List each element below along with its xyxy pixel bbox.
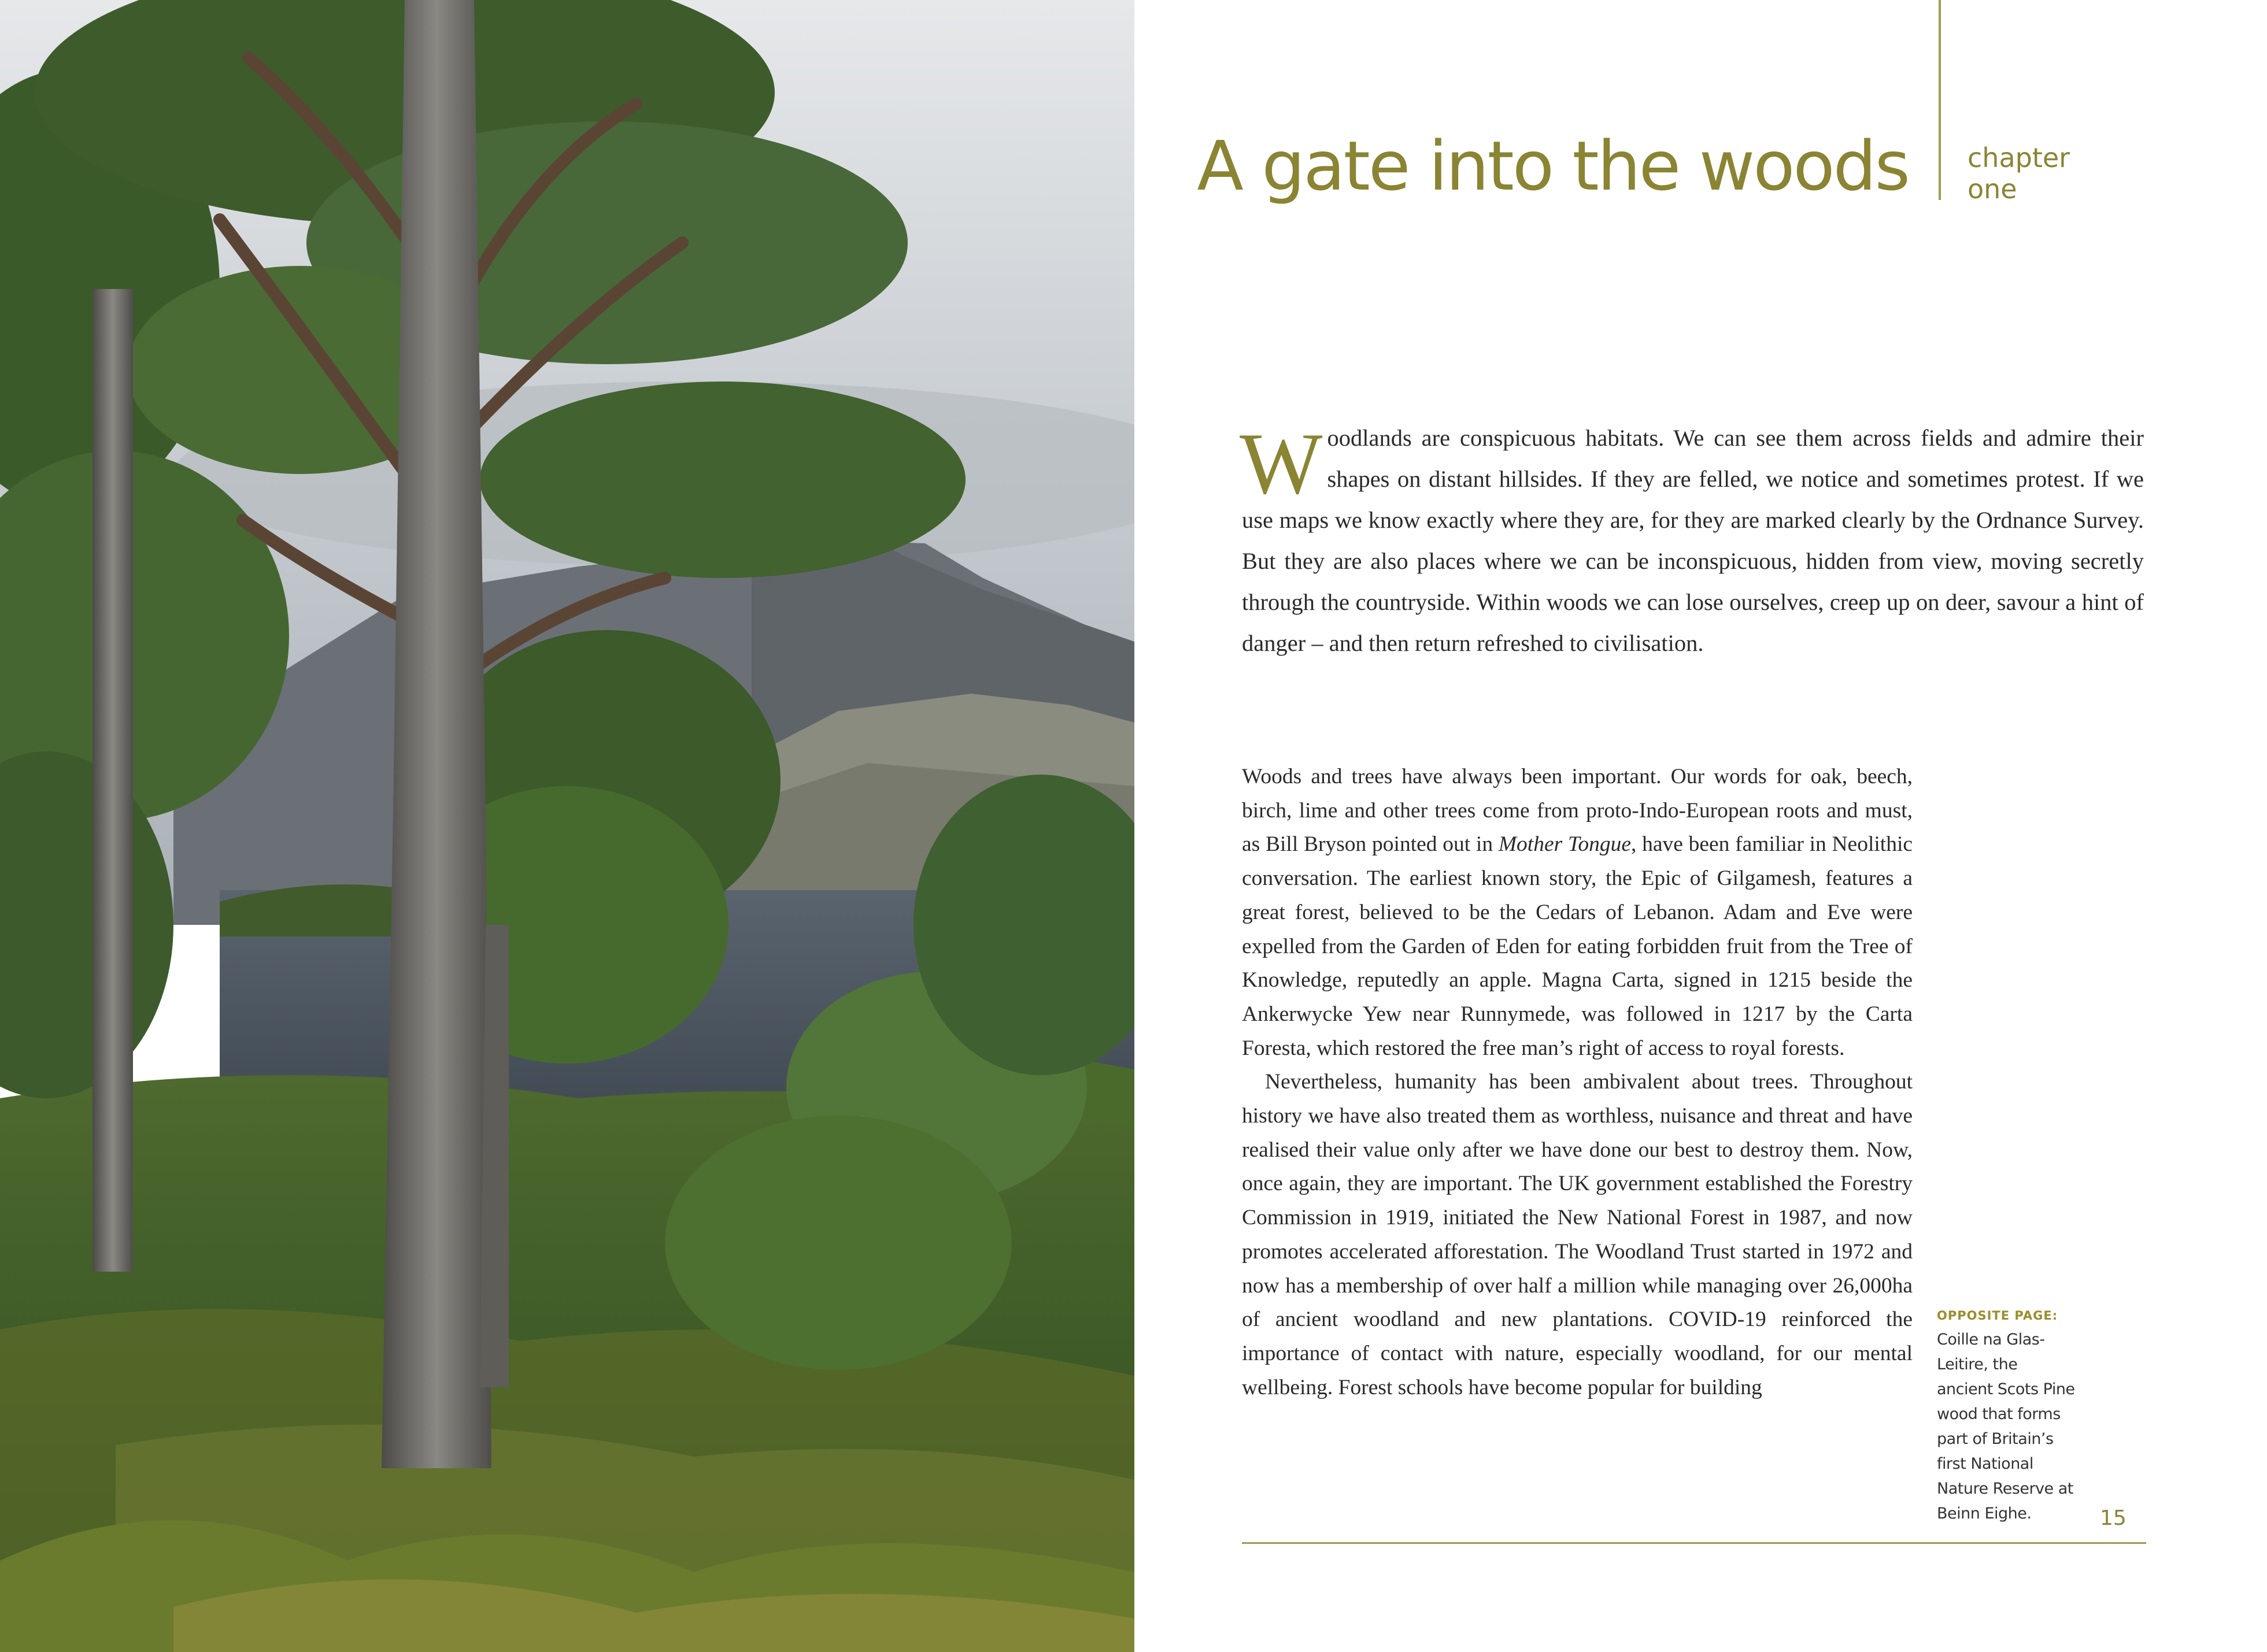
caption-text: Coille na Glas-Leitire, the ancient Scots Pine wood that forms part of Britain’s first National Nature Reserve at Beinn Eighe.	[1937, 1331, 2075, 1523]
body-paragraph-1	[1242, 760, 1913, 1065]
intro-paragraph	[1242, 417, 2144, 664]
page-number: 15	[2100, 1506, 2127, 1530]
title-divider	[1939, 0, 1941, 200]
drop-cap: W	[1240, 415, 1323, 512]
body-p1-part2: , have been familiar in Neolithic conversation. The earliest known story, the Epic of Gilgamesh, features a great forest, believed to be the Cedars of Lebanon. Adam and Eve were expelled from the Garden of Eden for eating forbidden fruit from the Tree of Knowledge, reputedly an apple. Magna Carta, signed in 1215 beside the Ankerwycke Yew near Runnymede, was followed in 1217 by the Carta Foresta, which restored the free man’s right of access to royal forests.	[1242, 832, 1913, 1060]
chapter-title: A gate into the woods	[1197, 126, 1909, 206]
book-title-italic: Mother Tongue	[1498, 832, 1631, 857]
chapter-word: chapter	[1968, 142, 2070, 173]
footer-divider	[1242, 1542, 2146, 1544]
text-page	[1134, 0, 2267, 1652]
body-paragraph-2: Nevertheless, humanity has been ambivalent about trees. Throughout history we have also treated them as worthless, nuisance and threat and have realised their value only after we have done our best to destroy them. Now, once again, they are important. The UK government established the Forestry Commission in 1919, initiated the New National Forest in 1987, and now promotes accelerated afforestation. The Woodland Trust started in 1972 and now has a membership of over half a million while managing over 26,000ha of ancient woodland and new plantations. COVID-19 reinforced the importance of contact with nature, especially woodland, for our mental wellbeing. Forest schools have become popular for building	[1242, 1070, 1913, 1399]
photo-caption	[1937, 1309, 2076, 1526]
chapter-label	[1968, 142, 2070, 205]
chapter-header	[1134, 0, 2267, 243]
body-text-column	[1242, 760, 1913, 1405]
body-p1-part1: Woods and trees have always been important. Our words for oak, beech, birch, lime and other trees come from proto-Indo-European roots and must, as Bill Bryson pointed out in	[1242, 765, 1913, 857]
caption-label: OPPOSITE PAGE:	[1937, 1309, 2058, 1323]
intro-text: oodlands are conspicuous habitats. We can see them across fields and admire their shapes on distant hillsides. If they are felled, we notice and sometimes protest. If we use maps we know exactly where they are, for they are marked clearly by the Ordnance Survey. But they are also places where we can be inconspicuous, hidden from view, moving secretly through the countryside. Within woods we can lose ourselves, creep up on deer, savour a hint of danger – and then return refreshed to civilisation.	[1242, 425, 2144, 656]
chapter-number: one	[1968, 173, 2017, 205]
